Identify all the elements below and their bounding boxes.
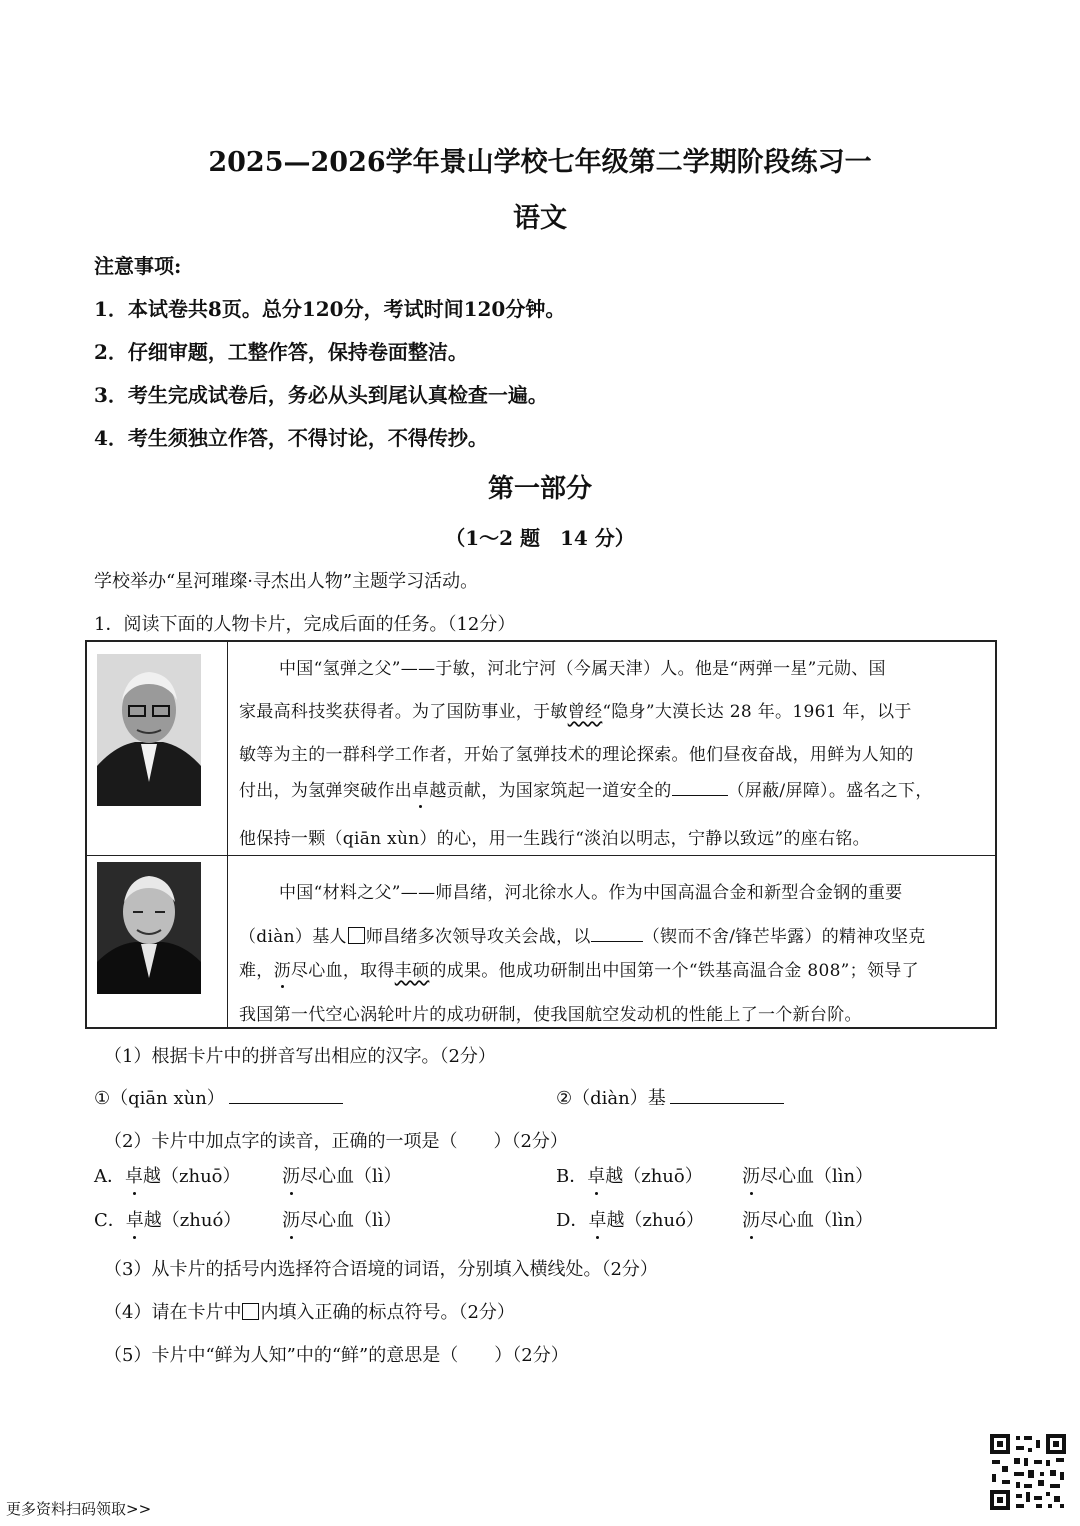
punctuation-box[interactable] (348, 927, 365, 944)
photo-cell (87, 856, 228, 1027)
card-line: 中国“氢弹之父”——于敏，河北宁河（今属天津）人。他是“两弹一星”元勋、国 (279, 659, 886, 679)
dotted-char: 卓 (126, 1206, 144, 1232)
option-text: 尽心血（lìn） (760, 1166, 874, 1187)
option-letter: C． (94, 1210, 126, 1231)
portrait-shi-changxu (97, 862, 201, 994)
subquestion-1-b (556, 1084, 784, 1110)
card-text-span: 师昌绪多次领导攻关会战，以 (365, 927, 591, 947)
footer-scan-prompt[interactable]: 更多资料扫码领取>> (6, 1500, 152, 1518)
subquestion-2-stem: （2）卡片中加点字的读音，正确的一项是（ ）（2分） (104, 1131, 568, 1152)
card-text-span: 付出，为氢弹突破作出 (239, 781, 412, 801)
option-c-second (282, 1206, 402, 1232)
subquestion-1-a (94, 1084, 343, 1110)
subquestion-1-stem: （1）根据卡片中的拼音写出相应的汉字。（2分） (104, 1046, 496, 1067)
card-text-span: 难， (239, 961, 274, 981)
card-text-span: （diàn）基人 (239, 927, 347, 947)
card-line (239, 922, 926, 947)
card-line: 他保持一颗（qiān xùn）的心，用一生践行“淡泊以明志，宁静以致远”的座右铭。 (239, 829, 870, 849)
photo-cell (87, 642, 228, 855)
card-text (229, 642, 995, 855)
dotted-char: 卓 (412, 776, 429, 801)
subquestion-3-stem: （3）从卡片的括号内选择符合语境的词语，分别填入横线处。（2分） (104, 1259, 658, 1280)
option-b[interactable] (556, 1162, 703, 1188)
card-text-span: 的成果。他成功研制出中国第一个“铁基高温合金 808”；领导了 (429, 961, 919, 981)
stem-text: （4）请在卡片中 (104, 1302, 242, 1323)
card-text-span: 尽心血，取得 (290, 961, 395, 981)
stem-text: 内填入正确的标点符号。（2分） (260, 1302, 515, 1323)
card-text-span: （屏蔽/屏障）。盛名之下， (727, 781, 933, 801)
option-b-second (742, 1162, 873, 1188)
fill-blank[interactable] (591, 941, 643, 942)
answer-label: ②（diàn）基 (556, 1088, 666, 1109)
dotted-char: 沥 (282, 1206, 300, 1232)
option-text: 尽心血（lìn） (760, 1210, 874, 1231)
notice-heading: 注意事项: (94, 254, 182, 278)
character-card-table (85, 640, 997, 1029)
answer-label: ①（qiān xùn） (94, 1088, 225, 1109)
card-text-span: 家最高科技奖获得者。为了国防事业，于敏 (239, 702, 568, 722)
option-text: 越（zhuō） (143, 1166, 241, 1187)
option-a-second (282, 1162, 402, 1188)
option-text: 尽心血（lì） (300, 1210, 402, 1231)
option-d-second (742, 1206, 873, 1232)
dotted-char: 卓 (125, 1162, 143, 1188)
option-text: 越（zhuō） (605, 1166, 703, 1187)
card-line (239, 956, 919, 981)
option-text: 越（zhuó） (606, 1210, 704, 1231)
part-title: 第一部分 (487, 474, 592, 504)
activity-intro: 学校举办“星河璀璨·寻杰出人物”主题学习活动。 (94, 571, 479, 592)
option-text: 尽心血（lì） (300, 1166, 402, 1187)
card-text-span: 越贡献，为国家筑起一道安全的 (429, 781, 672, 801)
card-line (239, 697, 912, 722)
exam-title: 2025—2026学年景山学校七年级第二学期阶段练习一 (208, 147, 872, 178)
qr-code-icon[interactable] (988, 1432, 1068, 1512)
card-text-span: “隐身”大漠长达 28 年。1961 年，以于 (602, 702, 912, 722)
wavy-underlined-word: 丰硕 (394, 961, 430, 981)
notice-item: 3．考生完成试卷后，务必从头到尾认真检查一遍。 (94, 383, 548, 407)
card-line: 中国“材料之父”——师昌绪，河北徐水人。作为中国高温合金和新型合金钢的重要 (279, 883, 903, 903)
dotted-char: 沥 (274, 956, 291, 981)
subquestion-4-stem (104, 1298, 515, 1324)
subject-title: 语文 (513, 203, 567, 234)
option-letter: B． (556, 1166, 588, 1187)
option-letter: A． (94, 1166, 125, 1187)
answer-blank[interactable] (229, 1103, 343, 1104)
card-yu-min (87, 642, 995, 856)
dotted-char: 卓 (587, 1162, 605, 1188)
notice-item: 1．本试卷共8页。总分120分，考试时间120分钟。 (94, 297, 566, 321)
notice-item: 2．仔细审题，工整作答，保持卷面整洁。 (94, 340, 468, 364)
fill-blank[interactable] (672, 795, 728, 796)
dotted-char: 沥 (742, 1206, 760, 1232)
card-line: 敏等为主的一群科学工作者，开始了氢弹技术的理论探索。他们昼夜奋战，用鲜为人知的 (239, 745, 914, 765)
card-text (229, 856, 995, 1027)
card-line (239, 776, 933, 801)
wavy-underlined-word: 曾经 (567, 702, 603, 722)
punctuation-box-icon (242, 1303, 259, 1320)
option-letter: D． (556, 1210, 589, 1231)
question-1-stem: 1．阅读下面的人物卡片，完成后面的任务。（12分） (94, 614, 516, 635)
option-c[interactable] (94, 1206, 241, 1232)
dotted-char: 卓 (588, 1206, 606, 1232)
dotted-char: 沥 (742, 1162, 760, 1188)
card-line: 我国第一代空心涡轮叶片的成功研制，使我国航空发动机的性能上了一个新台阶。 (239, 1005, 862, 1025)
option-a[interactable] (94, 1162, 241, 1188)
part-range: （1～2 题 14 分） (445, 526, 635, 550)
portrait-yu-min (97, 654, 201, 806)
answer-blank[interactable] (670, 1103, 784, 1104)
option-d[interactable] (556, 1206, 704, 1232)
subquestion-5-stem: （5）卡片中“鲜为人知”中的“鲜”的意思是（ ）（2分） (104, 1345, 569, 1366)
dotted-char: 沥 (282, 1162, 300, 1188)
card-shi-changxu (87, 856, 995, 1027)
option-text: 越（zhuó） (143, 1210, 242, 1231)
card-text-span: （锲而不舍/锋芒毕露）的精神攻坚克 (642, 927, 926, 947)
notice-item: 4．考生须独立作答，不得讨论，不得传抄。 (94, 426, 488, 450)
